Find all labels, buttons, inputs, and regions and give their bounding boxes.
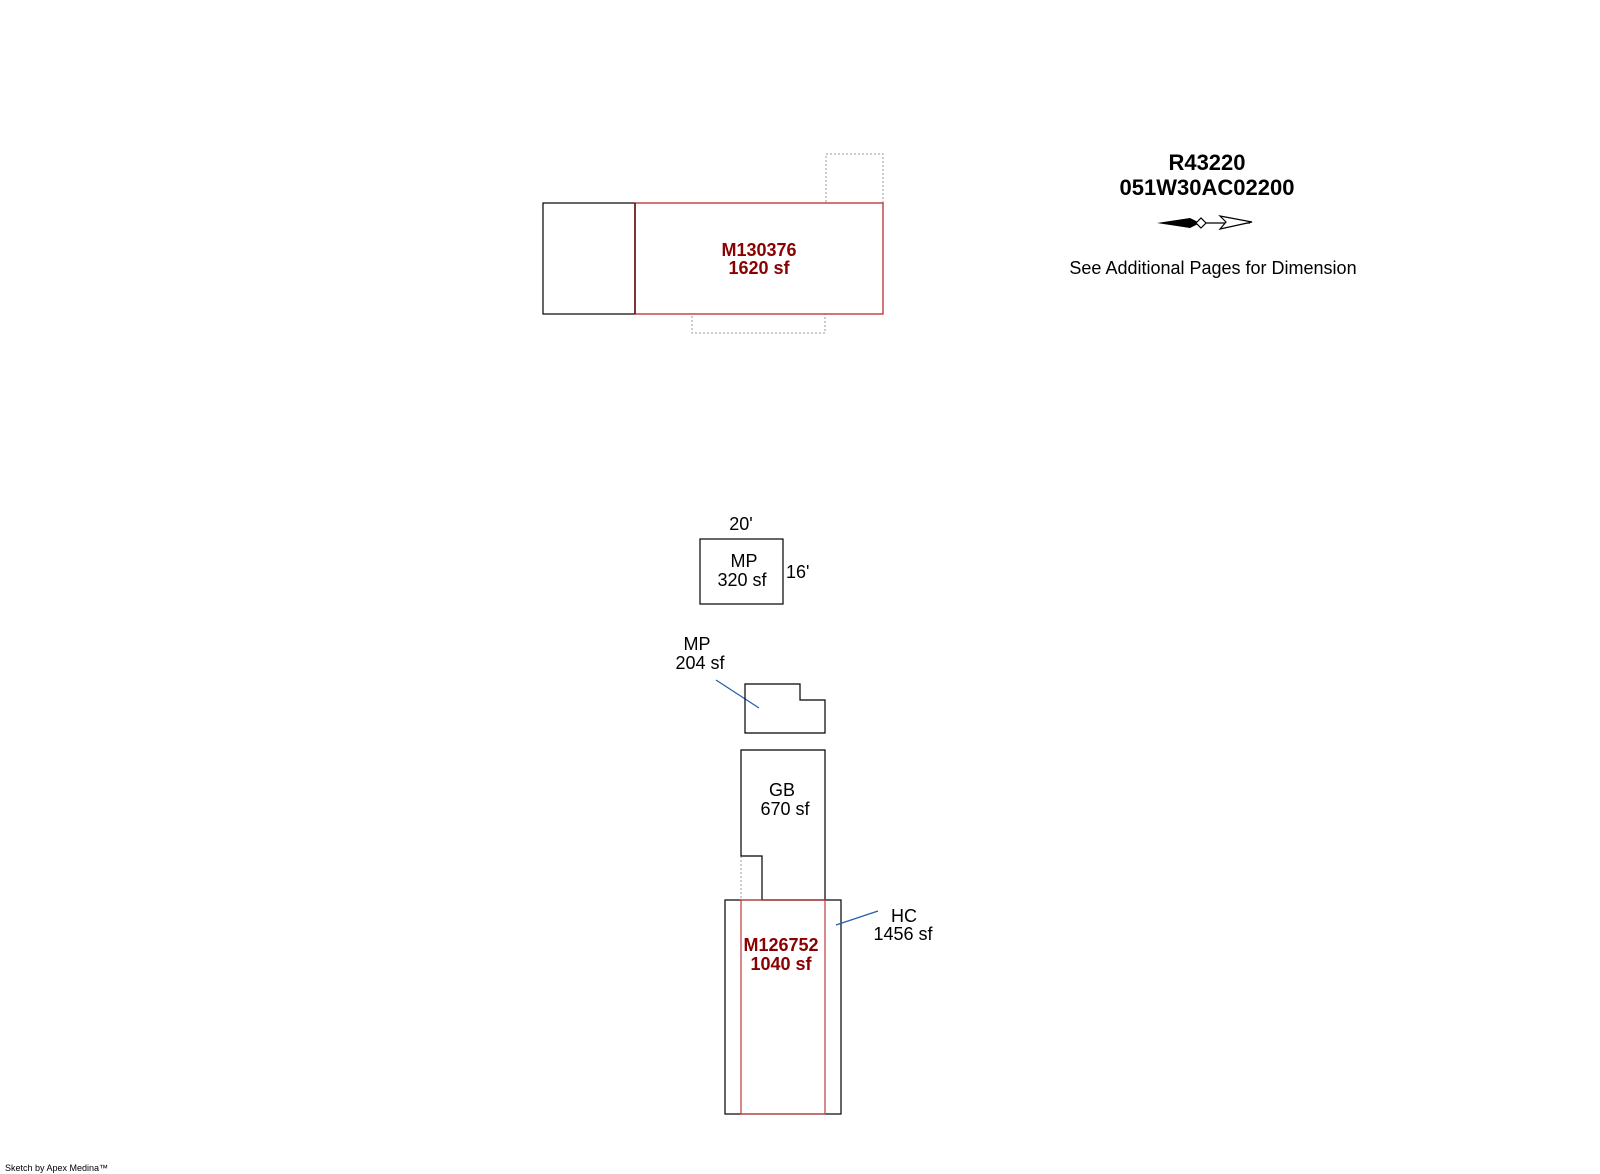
m126752-id-label: M126752 [743, 935, 819, 955]
mp-204-outline [745, 684, 825, 733]
mp-depth-dimension: 16' [786, 562, 810, 582]
hc-code: HC [891, 906, 917, 926]
parcel-id: R43220 [1168, 150, 1246, 175]
m126752-outline [741, 900, 825, 1114]
mp-204-code: MP [683, 634, 711, 654]
attached-structure-left [543, 203, 635, 314]
mp-204-group [675, 634, 825, 733]
m130376-id-label: M130376 [721, 240, 797, 260]
manufactured-home-m130376-group [543, 154, 883, 333]
dotted-addition-top [826, 154, 883, 203]
sketch-credit: Sketch by Apex Medina™ [5, 1163, 109, 1173]
gb-code: GB [768, 780, 796, 800]
mp-width-dimension: 20' [729, 514, 753, 534]
hc-area: 1456 sf [873, 924, 933, 944]
gb-area: 670 sf [760, 799, 810, 819]
dotted-addition-bottom [692, 314, 825, 333]
hc-m126752-group [725, 900, 934, 1114]
map-number: 051W30AC02200 [1119, 175, 1295, 200]
mp-320-group [700, 514, 809, 604]
mp-204-area: 204 sf [675, 653, 725, 673]
north-arrow-icon [1157, 216, 1252, 229]
hc-outline [725, 900, 841, 1114]
mp-320-code: MP [730, 551, 758, 571]
m130376-area-label: 1620 sf [728, 258, 790, 278]
mp-320-area: 320 sf [717, 570, 767, 590]
gb-outline [741, 750, 825, 900]
m126752-area-label: 1040 sf [750, 954, 812, 974]
hc-leader-line [836, 911, 878, 925]
dimension-note: See Additional Pages for Dimension [1069, 258, 1357, 278]
gb-670-group [741, 750, 825, 900]
